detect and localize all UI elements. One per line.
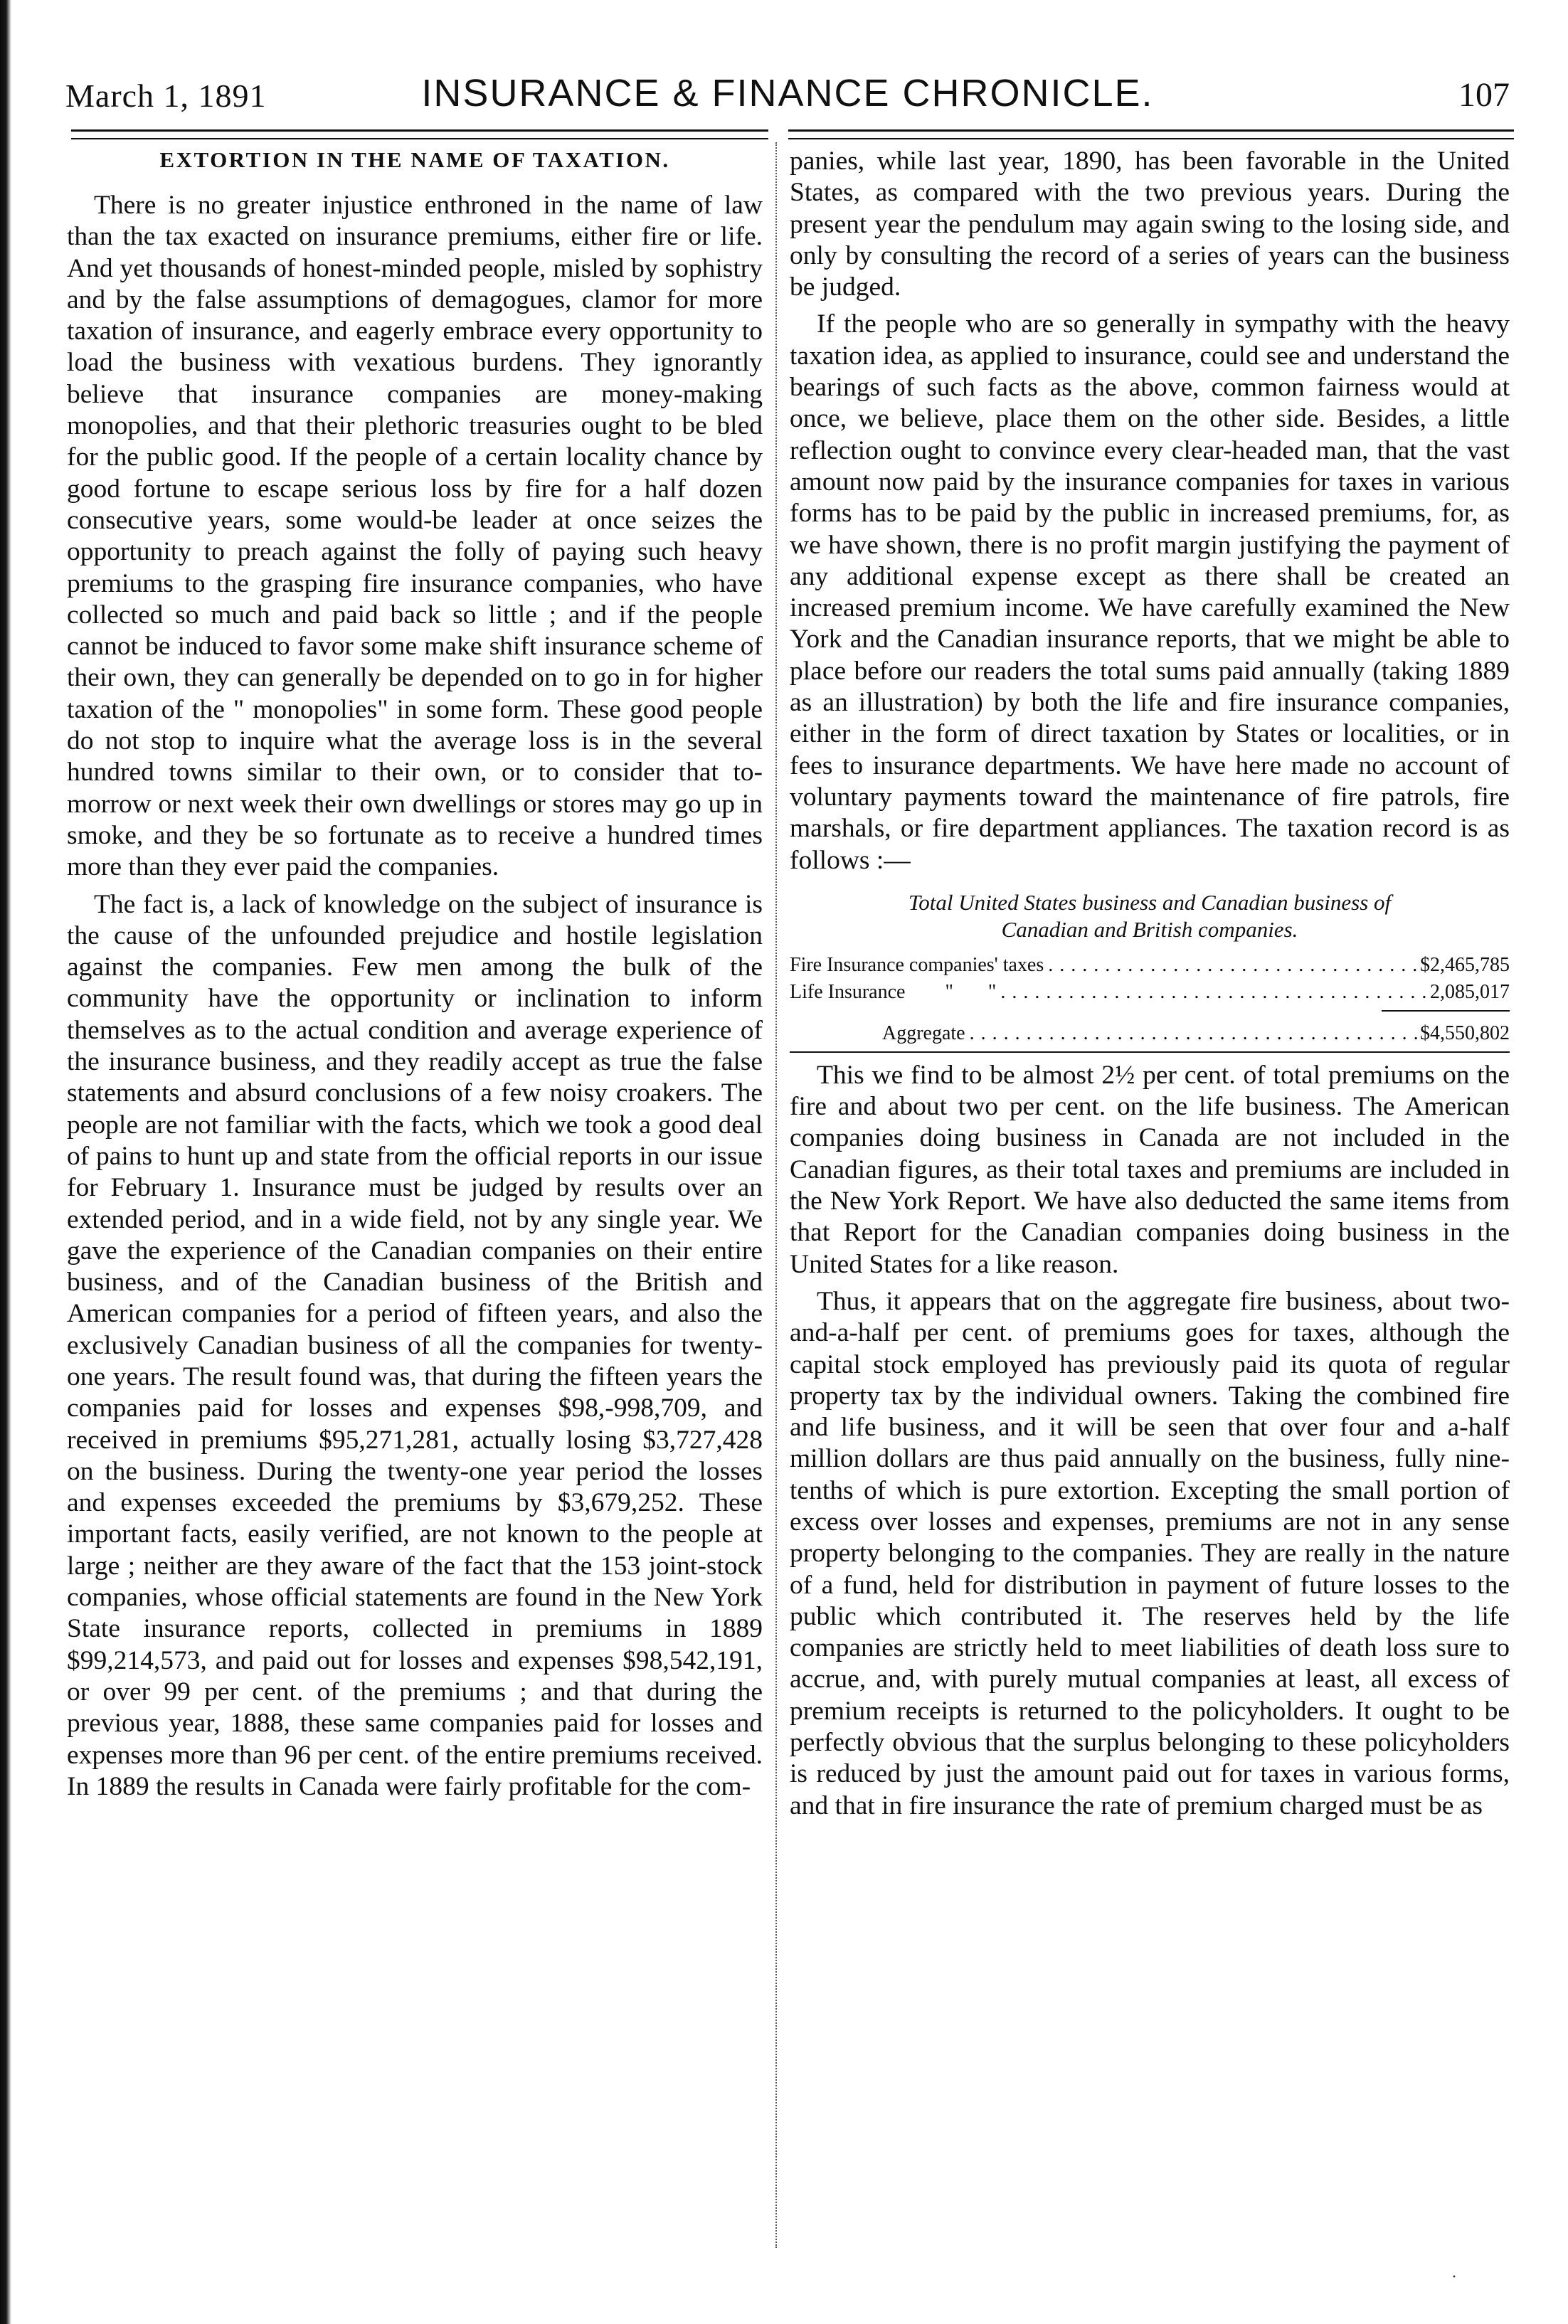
article-paragraph: There is no greater injustice enthroned in the name of law than the tax exacted on insurance premiums, either fire or life. And yet thousands of honest-minded people, misled by sophistry and by the false assumptions of demagogues, clamor for more taxation of insurance, and eagerly embrace every opportunity to load the business with vexatious burdens. They ignorantly believe that insurance companies are money-making monopolies, and that their plethoric treasuries ought to be bled for the public good. If the people of a certain locality chance by good fortune to escape serious loss by fire for a half dozen consecutive years, some would-be leader at once seizes the opportunity to preach against the folly of paying such heavy premiums to the grasping fire insurance companies, who have collected so much and paid back so little ; and if the people cannot be induced to favor some make shift insurance scheme of their own, they can generally be depended on to go in for higher taxation of the " monopolies" in some form. These good people do not stop to inquire what the average loss is in the several hundred towns similar to their own, or to consider that to-morrow or next week their own dwellings or stores may go up in smoke, and they be so fortunate as to receive a hundred times more than they ever paid the companies.	[67, 191, 763, 882]
leader-dots	[965, 1020, 1420, 1047]
aggregate-value: $4,550,802	[1420, 1022, 1510, 1044]
table-row-value: $2,465,785	[1420, 953, 1510, 976]
header-rule-left	[71, 129, 768, 139]
article-paragraph: The fact is, a lack of knowledge on the subject of insurance is the cause of the unfounded prejudice and hostile legislation against the companies. Few men among the bulk of the community have the opportunity or inclination to inform themselves as to the actual condition and average experience of the insurance business, and they readily accept as true the false statements and absurd conclusions of a few noisy croakers. The people are not familiar with the facts, which we took a good deal of pains to hunt up and state from the official reports in our issue for February 1. Insurance must be judged by results over an extended period, and in a wide field, not by any single year. We gave the experience of the Canadian companies on their entire business, and of the Canadian business of the British and American companies for a period of fifteen years, and also the exclusively Canadian business of all the companies for twenty-one years. The result found was, that during the fifteen years the companies paid for losses and expenses $98,-998,709, and received in premiums $95,271,281, actually losing $3,727,428 on the business. During the twenty-one year period the losses and expenses exceeded the premiums by $3,679,252. These important facts, easily verified, are not known to the people at large ; neither are they aware of the fact that the 153 joint-stock companies, whose official statements are found in the New York State insurance reports, collected in premiums in 1889 $99,214,573, and paid out for losses and expenses $98,542,191, or over 99 per cent. of the premiums ; and that during the previous year, 1888, these same companies paid for losses and expenses more than 96 per cent. of the entire premiums received. In 1889 the results in Canada were fairly profitable for the com-	[67, 889, 763, 1801]
article-paragraph: If the people who are so generally in sympathy with the heavy taxation idea, as applied to insurance, could see and understand the bearings of such facts as the above, common fairness would at once, we believe, place them on the other side. Besides, a little reflection ought to convince every clear-headed man, that the vast amount now paid by the insurance companies for taxes in various forms has to be paid by the public in increased premiums, for, as we have shown, there is no profit margin justifying the payment of any additional expense except as there shall be created an increased premium income. We have carefully examined the New York and the Canadian insurance reports, that we might be able to place before our readers the total sums paid annually (taking 1889 as an illustration) by both the life and fire insurance companies, either in the form of direct taxation by States or localities, or in fees to insurance departments. We have here made no account of voluntary payments toward the maintenance of fire patrols, fire marshals, or fire department appliances. The taxation record is as follows :—	[790, 309, 1510, 875]
article-title: EXTORTION IN THE NAME OF TAXATION.	[159, 147, 670, 172]
right-column	[790, 146, 1510, 1827]
table-caption	[790, 889, 1510, 943]
page-number: 107	[1458, 76, 1510, 114]
table-row-label: Life Insurance " "	[790, 980, 997, 1003]
table-caption-line: Total United States business and Canadian business of	[908, 889, 1392, 915]
leader-dots	[1044, 952, 1420, 979]
issue-date: March 1, 1891	[65, 78, 267, 114]
table-row	[790, 952, 1510, 979]
leader-dots	[996, 979, 1430, 1006]
aggregate-label: Aggregate	[882, 1022, 965, 1044]
article-paragraph-continued: panies, while last year, 1890, has been favorable in the United States, as compared with the two previous years. During the present year the pendulum may again swing to the losing side, and only by consulting the record of a series of years can the business be judged.	[790, 147, 1510, 302]
page-header	[65, 71, 1510, 121]
header-rule-right	[788, 129, 1514, 139]
publication-title: INSURANCE & FINANCE CHRONICLE.	[421, 72, 1154, 115]
page-speck: ·	[1451, 2268, 1457, 2286]
table-aggregate-row	[790, 1020, 1510, 1047]
sum-rule	[1382, 1010, 1510, 1012]
taxation-table	[790, 889, 1510, 1053]
left-column	[67, 146, 763, 1808]
table-row-value: 2,085,017	[1430, 980, 1510, 1003]
table-bottom-rule	[790, 1051, 1510, 1053]
article-paragraph: Thus, it appears that on the aggregate fire business, about two-and-a-half per cent. of premiums goes for taxes, although the capital stock employed has previously paid its quota of regular property tax by the individual owners. Taking the combined fire and life business, and it will be seen that over four and a-half million dollars are thus paid annually on the business, fully nine-tenths of which is pure extortion. Excepting the small portion of excess over losses and expenses, premiums are not in any sense property belonging to the companies. They are really in the nature of a fund, held for distribution in payment of future losses to the public which contributed it. The reserves held by the life companies are strictly held to meet liabilities of death loss sure to accrue, and, with purely mutual companies at least, all excess of premium receipts is returned to the policyholders. It ought to be perfectly obvious that the surplus belonging to these policyholders is reduced by just the amount paid out for taxes in various forms, and that in fire insurance the rate of premium charged must be as	[790, 1286, 1510, 1820]
table-row-label: Fire Insurance companies' taxes	[790, 953, 1044, 976]
column-divider	[775, 142, 777, 2248]
scan-binding-edge	[0, 0, 11, 2324]
article-paragraph: This we find to be almost 2½ per cent. of total premiums on the fire and about two per cent. on the life business. The American companies doing business in Canada are not included in the Canadian figures, as their total taxes and premiums are included in the New York Report. We have also deducted the same items from that Report for the Canadian companies doing business in the United States for a like reason.	[790, 1060, 1510, 1279]
table-caption-line: Canadian and British companies.	[1001, 916, 1298, 942]
table-row	[790, 979, 1510, 1006]
